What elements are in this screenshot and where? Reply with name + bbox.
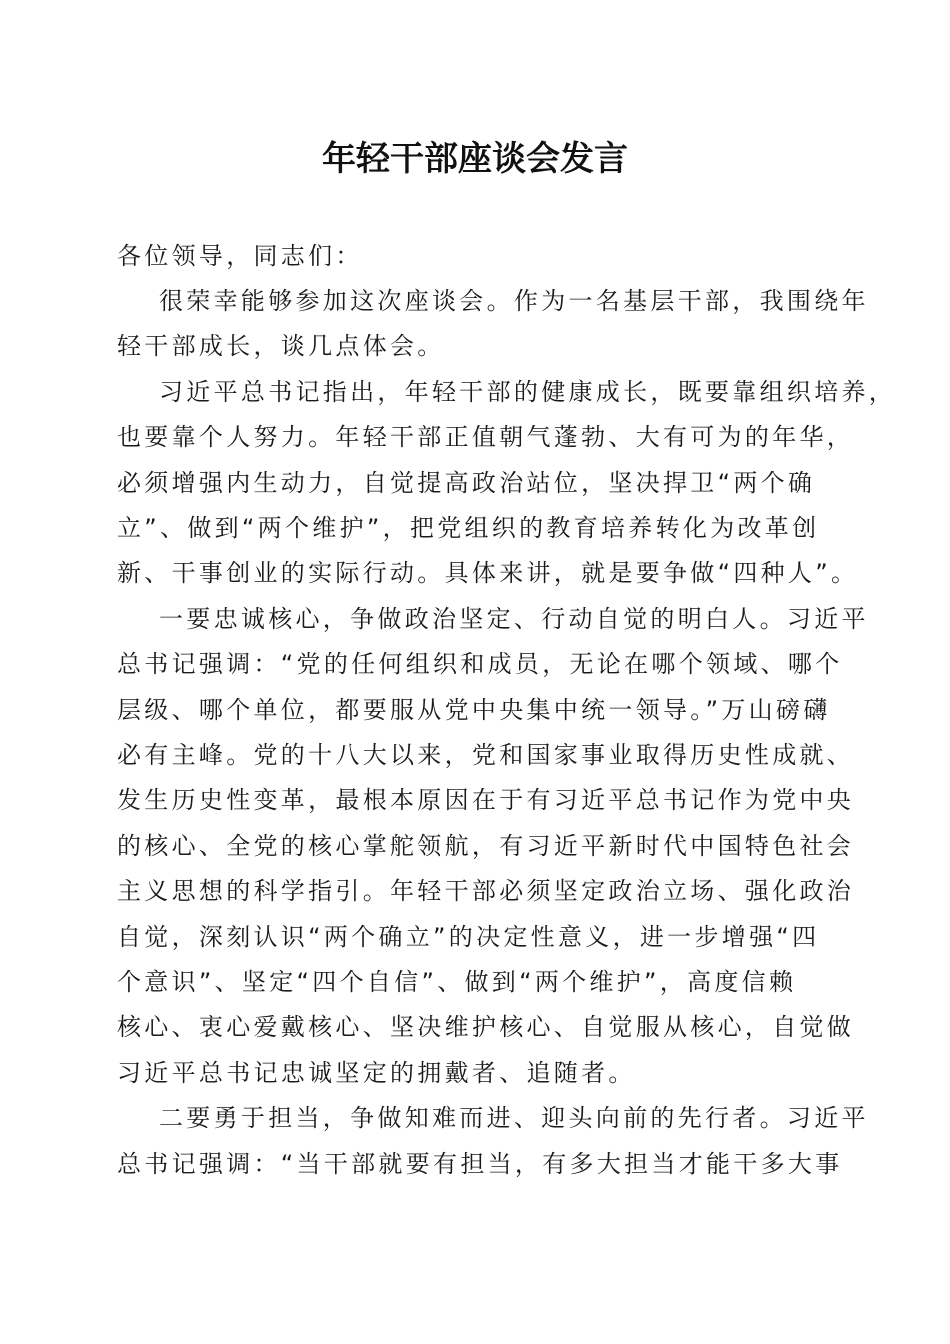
paragraph-2-line-2: 也要靠个人努力。年轻干部正值朝气蓬勃、大有可为的年华，	[117, 423, 855, 451]
paragraph-3-line-11: 习近平总书记忠诚坚定的拥戴者、追随者。	[117, 1059, 636, 1087]
paragraph-1-line-2: 轻干部成长，谈几点体会。	[117, 332, 445, 360]
paragraph-4-line-2: 总书记强调：“当干部就要有担当，有多大担当才能干多大事	[117, 1150, 843, 1178]
paragraph-3-line-4: 必有主峰。党的十八大以来，党和国家事业取得历史性成就、	[117, 741, 855, 769]
paragraph-3-line-8: 自觉，深刻认识“两个确立”的决定性意义，进一步增强“四	[117, 923, 820, 951]
paragraph-3-line-1: 一要忠诚核心，争做政治坚定、行动自觉的明白人。习近平	[159, 605, 869, 633]
paragraph-3-line-9: 个意识”、坚定“四个自信”、做到“两个维护”，高度信赖	[117, 968, 797, 996]
paragraph-1-line-1: 很荣幸能够参加这次座谈会。作为一名基层干部，我围绕年	[159, 287, 869, 315]
salutation-line: 各位领导，同志们：	[117, 242, 363, 270]
paragraph-3-line-2: 总书记强调：“党的任何组织和成员，无论在哪个领域、哪个	[117, 650, 843, 678]
paragraph-3-line-6: 的核心、全党的核心掌舵领航，有习近平新时代中国特色社会	[117, 832, 855, 860]
paragraph-3-line-5: 发生历史性变革，最根本原因在于有习近平总书记作为党中央	[117, 786, 855, 814]
paragraph-2-line-1: 习近平总书记指出，年轻干部的健康成长，既要靠组织培养，	[159, 378, 897, 406]
paragraph-4-line-1: 二要勇于担当，争做知难而进、迎头向前的先行者。习近平	[159, 1104, 869, 1132]
paragraph-3-line-10: 核心、衷心爱戴核心、坚决维护核心、自觉服从核心，自觉做	[117, 1013, 855, 1041]
paragraph-3-line-7: 主义思想的科学指引。年轻干部必须坚定政治立场、强化政治	[117, 877, 855, 905]
paragraph-3-line-3: 层级、哪个单位，都要服从党中央集中统一领导。”万山磅礴	[117, 696, 831, 724]
document-title: 年轻干部座谈会发言	[322, 139, 628, 179]
paragraph-2-line-4: 立”、做到“两个维护”，把党组织的教育培养转化为改革创	[117, 514, 820, 542]
paragraph-2-line-3: 必须增强内生动力，自觉提高政治站位，坚决捍卫“两个确	[117, 469, 816, 497]
paragraph-2-line-5: 新、干事创业的实际行动。具体来讲，就是要争做“四种人”。	[117, 559, 859, 587]
